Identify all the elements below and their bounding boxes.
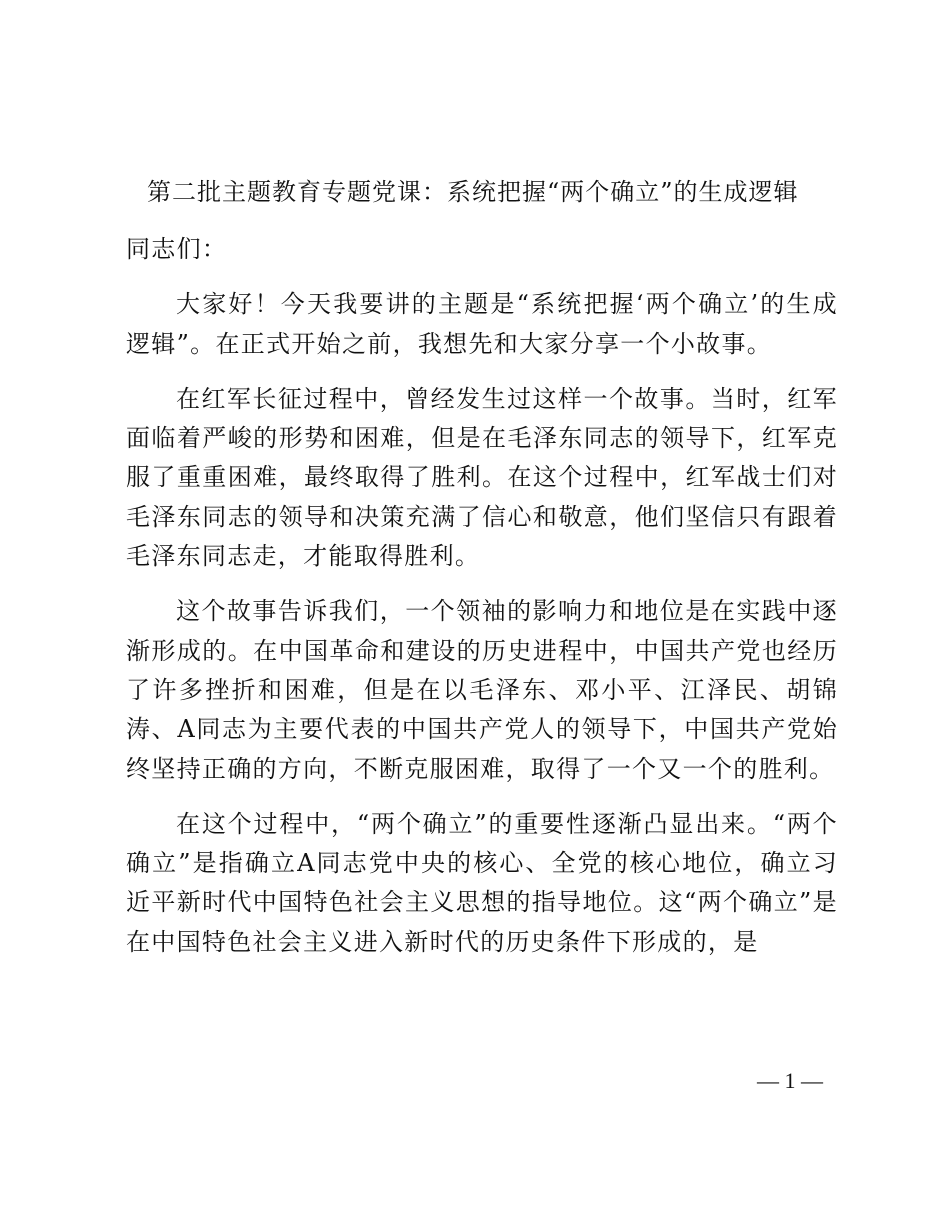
salutation: 同志们： [126,235,228,263]
paragraph-two-establishments: 在这个过程中，“两个确立”的重要性逐渐凸显出来。“两个确立”是指确立A同志党中央的核心、全党的核心地位，确立习近平新时代中国特色社会主义思想的指导地位。这“两个确立”是在中国特色社会主义进入新时代的历史条件下形成的，是 [126,809,838,956]
document-body [126,230,838,978]
document-title: 第二批主题教育专题党课：系统把握“两个确立”的生成逻辑 [147,178,799,206]
page-number: — 1 — [757,1068,823,1093]
paragraph-lesson: 这个故事告诉我们，一个领袖的影响力和地位是在实践中逐渐形成的。在中国革命和建设的历史进程中，中国共产党也经历了许多挫折和困难，但是在以毛泽东、邓小平、江泽民、胡锦涛、A同志为主要代表的中国共产党人的领导下，中国共产党始终坚持正确的方向，不断克服困难，取得了一个又一个的胜利。 [126,597,838,783]
paragraph-intro: 大家好！今天我要讲的主题是“系统把握‘两个确立’的生成逻辑”。在正式开始之前，我想先和大家分享一个小故事。 [126,290,838,358]
paragraph-story: 在红军长征过程中，曾经发生过这样一个故事。当时，红军面临着严峻的形势和困难，但是在毛泽东同志的领导下，红军克服了重重困难，最终取得了胜利。在这个过程中，红军战士们对毛泽东同志的领导和决策充满了信心和敬意，他们坚信只有跟着毛泽东同志走，才能取得胜利。 [126,384,838,571]
